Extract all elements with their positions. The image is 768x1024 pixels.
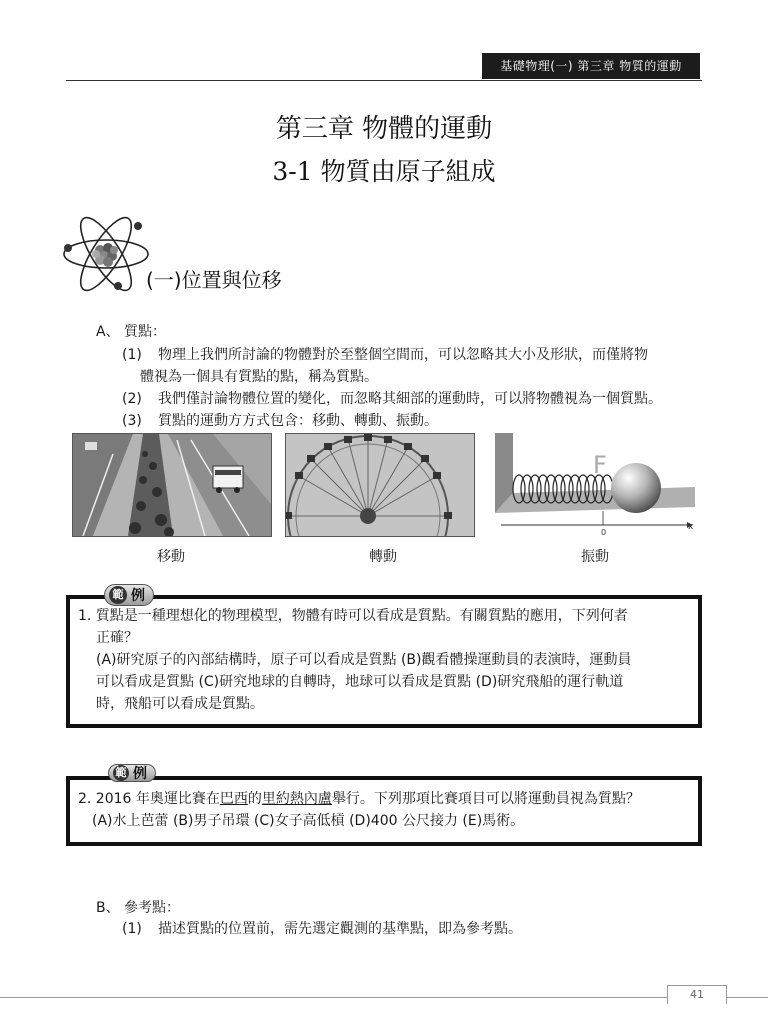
item-text: 我們僅討論物體位置的變化，而忽略其細部的運動時，可以將物體視為一個質點。 bbox=[158, 391, 662, 407]
list-item bbox=[122, 918, 522, 940]
question-prefix: 2. 2016 年奧運比賽在 bbox=[78, 791, 220, 807]
example-badge-label: 例 bbox=[133, 766, 147, 782]
subsection-title: (一)位置與位移 bbox=[146, 268, 282, 292]
footer-rule bbox=[0, 997, 768, 998]
part-b-label: B、 參考點： bbox=[96, 900, 181, 916]
x-axis-label: x bbox=[688, 522, 694, 532]
example-box-2 bbox=[66, 776, 702, 846]
question-suffix: 舉行。下列那項比賽項目可以將運動員視為質點？ bbox=[331, 791, 640, 807]
header-rule bbox=[66, 80, 702, 81]
part-a-list bbox=[122, 344, 722, 432]
section-heading: 3-1 物質由原子組成 bbox=[272, 157, 496, 186]
force-label: F bbox=[593, 451, 607, 479]
question-line bbox=[78, 788, 688, 810]
example-badge-icon: 範 bbox=[109, 586, 127, 604]
list-item bbox=[122, 344, 722, 366]
question-connector: 的 bbox=[247, 791, 262, 807]
options-line: 時，飛船可以看成是質點。 bbox=[96, 696, 264, 712]
caption-rotation: 轉動 bbox=[369, 549, 397, 565]
question-line: 正確？ bbox=[96, 630, 138, 646]
example-badge-2 bbox=[108, 764, 156, 782]
place-brazil: 巴西 bbox=[219, 791, 248, 807]
caption-translation: 移動 bbox=[157, 549, 185, 565]
options-line: 可以看成是質點 (C)研究地球的自轉時，地球可以看成是質點 (D)研究飛船的運行軌道 bbox=[96, 674, 624, 690]
header-tag: 基礎物理(一) 第三章 物質的運動 bbox=[482, 53, 700, 79]
atom-icon bbox=[60, 210, 156, 296]
example-2-text bbox=[70, 780, 698, 832]
item-text: 質點的運動方方式包含：移動、轉動、振動。 bbox=[158, 413, 438, 429]
item-text-continued: 體視為一個具有質點的點，稱為質點。 bbox=[140, 369, 378, 385]
item-text: 描述質點的位置前，需先選定觀測的基準點，即為參考點。 bbox=[158, 921, 522, 937]
item-text: 物理上我們所討論的物體對於至整個空間而，可以忽略其大小及形狀，而僅將物 bbox=[158, 347, 648, 363]
highway-photo bbox=[72, 433, 272, 537]
options-line: (A)水上芭蕾 (B)男子吊環 (C)女子高低槓 (D)400 公尺接力 (E)馬術。 bbox=[92, 813, 525, 829]
example-badge-icon: 範 bbox=[113, 765, 129, 781]
caption-vibration: 振動 bbox=[581, 549, 609, 565]
example-box-1 bbox=[66, 595, 702, 728]
example-badge-label: 例 bbox=[131, 588, 145, 604]
item-number: (1) bbox=[122, 347, 142, 363]
item-number: (1) bbox=[122, 921, 142, 937]
ferris-wheel-photo bbox=[285, 433, 475, 537]
page-number: 41 bbox=[667, 985, 727, 1004]
chapter-title: 第三章 物體的運動 bbox=[275, 114, 493, 144]
item-number: (3) bbox=[122, 413, 142, 429]
place-rio: 里約熱內盧 bbox=[261, 791, 332, 807]
origin-label: 0 bbox=[601, 528, 607, 535]
options-line: (A)研究原子的內部結構時，原子可以看成是質點 (B)觀看體操運動員的表演時，運動員 bbox=[96, 652, 632, 668]
part-a-label: A、 質點： bbox=[96, 324, 167, 340]
list-item bbox=[122, 410, 722, 432]
example-1-text bbox=[70, 599, 698, 715]
spring-oscillator-figure bbox=[495, 433, 695, 535]
example-badge bbox=[104, 584, 154, 606]
list-item bbox=[122, 388, 722, 410]
question-line: 1. 質點是一種理想化的物理模型，物體有時可以看成是質點。有關質點的應用，下列何者 bbox=[78, 608, 628, 624]
item-number: (2) bbox=[122, 391, 142, 407]
